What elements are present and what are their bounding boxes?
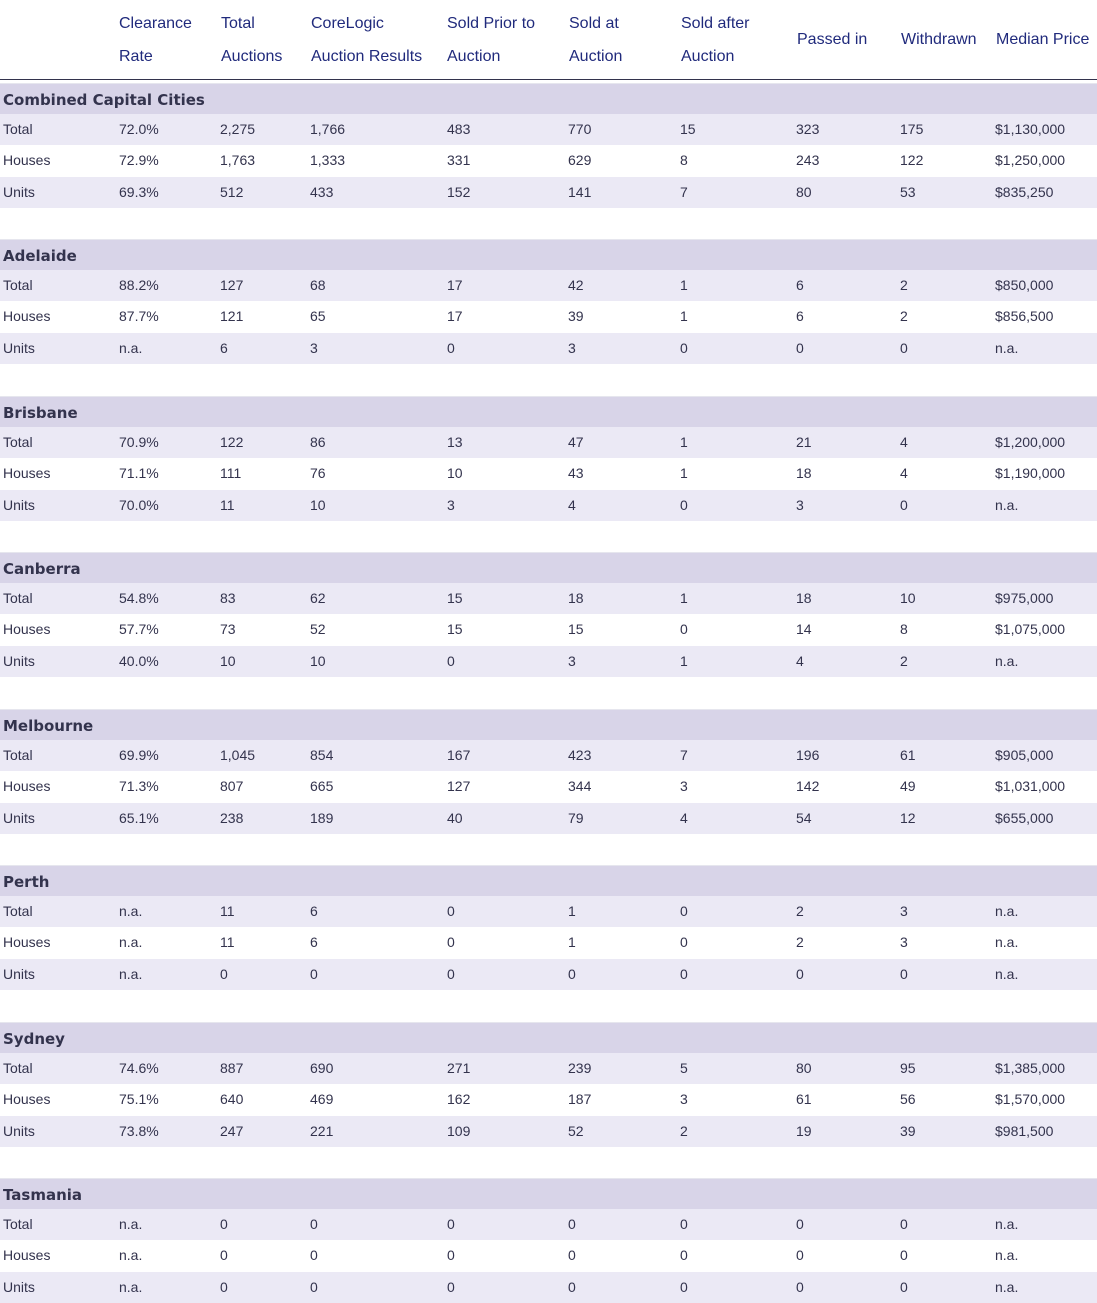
cell-passed-in: 0: [796, 339, 804, 356]
cell-sold-at: 1: [568, 903, 576, 919]
cell-sold-at: 239: [568, 1060, 592, 1076]
cell-total-auctions: 887: [220, 1060, 244, 1076]
table-row: [0, 333, 1097, 364]
cell-passed-in: 18: [796, 590, 812, 606]
cell-total-auctions: 111: [220, 465, 242, 482]
cell-passed-in: 6: [796, 277, 804, 293]
cell-sold-after: 0: [680, 1278, 688, 1295]
cell-total-auctions: 127: [220, 277, 244, 293]
cell-withdrawn: 39: [900, 1122, 916, 1139]
table-row: [0, 427, 1097, 458]
cell-sold-prior: 331: [447, 152, 471, 169]
cell-sold-prior: 271: [447, 1060, 471, 1076]
cell-median-price: $1,075,000: [995, 621, 1066, 638]
cell-withdrawn: 8: [900, 621, 908, 638]
cell-sold-prior: 40: [447, 809, 463, 826]
cell-sold-after: 0: [680, 1247, 688, 1264]
cell-sold-after: 0: [680, 496, 688, 513]
table-row: [0, 301, 1097, 332]
cell-row-label: Total: [3, 121, 33, 137]
cell-corelogic-results: 0: [310, 965, 318, 982]
cell-corelogic-results: 221: [310, 1122, 334, 1139]
cell-total-auctions: 0: [220, 1278, 228, 1295]
cell-clearance-rate: 74.6%: [119, 1060, 159, 1076]
cell-sold-at: 15: [568, 621, 584, 638]
header-median-price: Median Price: [996, 31, 1090, 48]
cell-sold-prior: 10: [447, 465, 463, 482]
cell-corelogic-results: 52: [310, 621, 326, 638]
cell-median-price: $1,130,000: [995, 121, 1066, 137]
cell-sold-at: 770: [568, 121, 592, 137]
cell-total-auctions: 11: [220, 934, 235, 951]
table-row: [0, 1084, 1097, 1115]
cell-corelogic-results: 189: [310, 809, 334, 826]
header-withdrawn: Withdrawn: [901, 31, 977, 48]
table-row: [0, 1240, 1097, 1271]
cell-total-auctions: 2,275: [220, 121, 256, 137]
cell-sold-at: 43: [568, 465, 584, 482]
cell-withdrawn: 175: [900, 121, 924, 137]
cell-withdrawn: 2: [900, 277, 908, 293]
cell-clearance-rate: 65.1%: [119, 809, 159, 826]
table-row: [0, 614, 1097, 645]
cell-withdrawn: 3: [900, 903, 908, 919]
table-row: [0, 771, 1097, 802]
table-row: [0, 1053, 1097, 1084]
table-row: [0, 490, 1097, 521]
cell-row-label: Units: [3, 496, 35, 513]
cell-median-price: $1,190,000: [995, 465, 1066, 482]
cell-total-auctions: 247: [220, 1122, 244, 1139]
cell-sold-after: 0: [680, 934, 688, 951]
cell-row-label: Houses: [3, 1091, 51, 1108]
cell-sold-at: 187: [568, 1091, 592, 1108]
cell-corelogic-results: 665: [310, 778, 334, 795]
group-name: Melbourne: [3, 717, 94, 735]
cell-clearance-rate: 71.3%: [119, 778, 159, 795]
cell-corelogic-results: 76: [310, 465, 326, 482]
table-row: [0, 803, 1097, 834]
cell-withdrawn: 2: [900, 308, 908, 325]
cell-passed-in: 0: [796, 1278, 804, 1295]
cell-total-auctions: 0: [220, 965, 228, 982]
cell-sold-after: 1: [680, 277, 688, 293]
cell-median-price: n.a.: [995, 1216, 1019, 1232]
header-clearance-rate: Clearance Rate: [119, 14, 192, 65]
cell-passed-in: 21: [796, 434, 812, 450]
cell-clearance-rate: 87.7%: [119, 308, 159, 325]
cell-corelogic-results: 0: [310, 1216, 318, 1232]
cell-median-price: $1,385,000: [995, 1060, 1066, 1076]
cell-sold-prior: 0: [447, 934, 455, 951]
group-name: Canberra: [3, 560, 81, 578]
cell-total-auctions: 83: [220, 590, 236, 606]
cell-corelogic-results: 6: [310, 934, 318, 951]
cell-median-price: n.a.: [995, 965, 1019, 982]
header-corelogic-auction-results: CoreLogic Auction Results: [311, 14, 423, 65]
cell-sold-prior: 167: [447, 747, 471, 763]
cell-clearance-rate: n.a.: [119, 903, 143, 919]
cell-passed-in: 243: [796, 152, 820, 169]
group-name: Sydney: [3, 1030, 65, 1048]
cell-passed-in: 61: [796, 1091, 812, 1108]
cell-corelogic-results: 469: [310, 1091, 334, 1108]
header-total-auctions: Total Auctions: [221, 14, 283, 65]
table-row: [0, 927, 1097, 958]
cell-corelogic-results: 3: [310, 339, 318, 356]
cell-withdrawn: 4: [900, 434, 908, 450]
cell-corelogic-results: 62: [310, 590, 326, 606]
cell-row-label: Houses: [3, 934, 51, 951]
cell-sold-prior: 0: [447, 1278, 455, 1295]
cell-total-auctions: 0: [220, 1216, 228, 1232]
table-row: [0, 1272, 1097, 1303]
cell-clearance-rate: 70.9%: [119, 434, 159, 450]
cell-sold-at: 4: [568, 496, 576, 513]
cell-clearance-rate: 70.0%: [119, 496, 159, 513]
cell-withdrawn: 56: [900, 1091, 916, 1108]
cell-total-auctions: 1,045: [220, 747, 256, 763]
cell-corelogic-results: 1,333: [310, 152, 346, 169]
cell-sold-prior: 152: [447, 183, 471, 200]
cell-clearance-rate: 88.2%: [119, 277, 159, 293]
cell-withdrawn: 10: [900, 590, 916, 606]
cell-row-label: Units: [3, 809, 35, 826]
cell-sold-prior: 13: [447, 434, 463, 450]
cell-clearance-rate: n.a.: [119, 1278, 143, 1295]
cell-row-label: Houses: [3, 308, 51, 325]
cell-sold-at: 52: [568, 1122, 584, 1139]
cell-corelogic-results: 10: [310, 496, 326, 513]
cell-total-auctions: 807: [220, 778, 244, 795]
cell-sold-after: 1: [680, 652, 688, 669]
group-header-row: [0, 865, 1097, 897]
cell-corelogic-results: 0: [310, 1278, 318, 1295]
table-row: [0, 270, 1097, 301]
cell-row-label: Houses: [3, 778, 51, 795]
cell-passed-in: 2: [796, 903, 804, 919]
cell-sold-at: 79: [568, 809, 584, 826]
cell-median-price: $1,250,000: [995, 152, 1066, 169]
group-name: Combined Capital Cities: [3, 91, 205, 109]
cell-clearance-rate: n.a.: [119, 339, 143, 356]
cell-row-label: Houses: [3, 465, 51, 482]
group-header-row: [0, 1022, 1097, 1054]
cell-median-price: $1,200,000: [995, 434, 1066, 450]
header-sold-at-auction: Sold at Auction: [569, 14, 623, 65]
cell-corelogic-results: 6: [310, 903, 318, 919]
cell-passed-in: 323: [796, 121, 820, 137]
group-header-row: [0, 239, 1097, 271]
cell-withdrawn: 0: [900, 965, 908, 982]
cell-sold-prior: 0: [447, 965, 455, 982]
cell-sold-at: 3: [568, 652, 576, 669]
cell-total-auctions: 238: [220, 809, 244, 826]
cell-sold-after: 5: [680, 1060, 688, 1076]
group-name: Adelaide: [3, 247, 77, 265]
cell-row-label: Total: [3, 903, 33, 919]
cell-row-label: Total: [3, 1216, 33, 1232]
cell-sold-prior: 162: [447, 1091, 471, 1108]
cell-row-label: Units: [3, 1278, 35, 1295]
table-row: [0, 145, 1097, 176]
header-sold-prior-to-auction: Sold Prior to Auction: [447, 14, 536, 65]
cell-withdrawn: 49: [900, 778, 916, 795]
cell-clearance-rate: 72.9%: [119, 152, 159, 169]
cell-passed-in: 80: [796, 183, 812, 200]
cell-sold-at: 39: [568, 308, 584, 325]
group-name: Brisbane: [3, 404, 78, 422]
cell-sold-prior: 127: [447, 778, 471, 795]
cell-passed-in: 6: [796, 308, 804, 325]
cell-clearance-rate: 69.9%: [119, 747, 159, 763]
cell-corelogic-results: 854: [310, 747, 334, 763]
group-header-row: [0, 1178, 1097, 1210]
cell-passed-in: 0: [796, 1216, 804, 1232]
cell-sold-prior: 15: [447, 590, 463, 606]
cell-total-auctions: 11: [220, 496, 235, 513]
cell-withdrawn: 2: [900, 652, 908, 669]
cell-clearance-rate: n.a.: [119, 1216, 143, 1232]
cell-corelogic-results: 10: [310, 652, 326, 669]
cell-clearance-rate: 69.3%: [119, 183, 159, 200]
cell-withdrawn: 3: [900, 934, 908, 951]
cell-withdrawn: 0: [900, 1216, 908, 1232]
cell-passed-in: 80: [796, 1060, 812, 1076]
cell-clearance-rate: n.a.: [119, 934, 143, 951]
table-row: [0, 177, 1097, 208]
cell-sold-prior: 17: [447, 308, 463, 325]
cell-sold-at: 344: [568, 778, 592, 795]
cell-withdrawn: 122: [900, 152, 924, 169]
cell-corelogic-results: 0: [310, 1247, 318, 1264]
group-name: Tasmania: [3, 1186, 83, 1204]
cell-withdrawn: 0: [900, 1278, 908, 1295]
cell-passed-in: 2: [796, 934, 804, 951]
table-row: [0, 1209, 1097, 1240]
cell-total-auctions: 640: [220, 1091, 244, 1108]
cell-passed-in: 0: [796, 1247, 804, 1264]
table-row: [0, 896, 1097, 927]
cell-median-price: $1,570,000: [995, 1091, 1066, 1108]
cell-corelogic-results: 65: [310, 308, 326, 325]
cell-passed-in: 14: [796, 621, 812, 638]
table-row: [0, 740, 1097, 771]
cell-median-price: n.a.: [995, 1247, 1019, 1264]
header-passed-in: Passed in: [797, 31, 868, 48]
cell-median-price: $981,500: [995, 1122, 1054, 1139]
cell-passed-in: 19: [796, 1122, 812, 1139]
cell-total-auctions: 10: [220, 652, 236, 669]
cell-row-label: Total: [3, 747, 33, 763]
cell-corelogic-results: 433: [310, 183, 334, 200]
cell-sold-prior: 15: [447, 621, 463, 638]
group-header-row: [0, 709, 1097, 741]
cell-sold-at: 0: [568, 1278, 576, 1295]
table-row: [0, 583, 1097, 614]
cell-sold-at: 42: [568, 277, 584, 293]
cell-median-price: n.a.: [995, 1278, 1019, 1295]
cell-median-price: $975,000: [995, 590, 1054, 606]
cell-median-price: n.a.: [995, 339, 1019, 356]
cell-withdrawn: 0: [900, 496, 908, 513]
cell-sold-after: 15: [680, 121, 696, 137]
cell-sold-prior: 17: [447, 277, 463, 293]
cell-passed-in: 4: [796, 652, 804, 669]
cell-median-price: $835,250: [995, 183, 1054, 200]
cell-sold-at: 47: [568, 434, 584, 450]
group-name: Perth: [3, 873, 50, 891]
cell-total-auctions: 1,763: [220, 152, 256, 169]
cell-withdrawn: 0: [900, 339, 908, 356]
cell-row-label: Units: [3, 652, 35, 669]
cell-sold-after: 1: [680, 434, 688, 450]
cell-total-auctions: 121: [220, 308, 244, 325]
cell-row-label: Houses: [3, 1247, 51, 1264]
cell-sold-after: 7: [680, 183, 688, 200]
cell-sold-after: 8: [680, 152, 688, 169]
cell-median-price: $905,000: [995, 747, 1054, 763]
group-header-row: [0, 83, 1097, 115]
cell-withdrawn: 0: [900, 1247, 908, 1264]
cell-clearance-rate: 54.8%: [119, 590, 159, 606]
cell-sold-after: 1: [680, 465, 688, 482]
cell-sold-at: 629: [568, 152, 592, 169]
cell-sold-at: 1: [568, 934, 576, 951]
cell-corelogic-results: 690: [310, 1060, 334, 1076]
cell-sold-at: 141: [568, 183, 592, 200]
cell-row-label: Total: [3, 1060, 33, 1076]
cell-median-price: n.a.: [995, 903, 1019, 919]
cell-median-price: n.a.: [995, 934, 1019, 951]
cell-withdrawn: 95: [900, 1060, 916, 1076]
group-header-row: [0, 396, 1097, 428]
cell-total-auctions: 122: [220, 434, 244, 450]
cell-sold-at: 0: [568, 1216, 576, 1232]
table-row: [0, 458, 1097, 489]
cell-passed-in: 0: [796, 965, 804, 982]
cell-sold-prior: 0: [447, 1247, 455, 1264]
cell-sold-prior: 0: [447, 903, 455, 919]
table-row: [0, 646, 1097, 677]
cell-withdrawn: 53: [900, 183, 916, 200]
cell-sold-after: 7: [680, 747, 688, 763]
cell-row-label: Total: [3, 277, 33, 293]
cell-sold-after: 2: [680, 1122, 688, 1139]
cell-clearance-rate: n.a.: [119, 965, 143, 982]
cell-row-label: Units: [3, 339, 35, 356]
cell-sold-at: 0: [568, 1247, 576, 1264]
table-row: [0, 1116, 1097, 1147]
cell-corelogic-results: 68: [310, 277, 326, 293]
cell-total-auctions: 512: [220, 183, 244, 200]
cell-corelogic-results: 86: [310, 434, 326, 450]
cell-row-label: Units: [3, 965, 35, 982]
cell-withdrawn: 61: [900, 747, 916, 763]
cell-row-label: Units: [3, 1122, 35, 1139]
table-header: [0, 0, 1097, 80]
cell-clearance-rate: 72.0%: [119, 121, 159, 137]
cell-clearance-rate: 71.1%: [119, 465, 159, 482]
header-sold-after-auction: Sold after Auction: [681, 14, 750, 65]
cell-median-price: $655,000: [995, 809, 1054, 826]
group-header-row: [0, 552, 1097, 584]
cell-passed-in: 196: [796, 747, 820, 763]
cell-median-price: $850,000: [995, 277, 1054, 293]
cell-sold-prior: 0: [447, 652, 455, 669]
cell-sold-at: 3: [568, 339, 576, 356]
cell-total-auctions: 6: [220, 339, 228, 356]
cell-median-price: n.a.: [995, 652, 1019, 669]
cell-row-label: Total: [3, 590, 33, 606]
cell-sold-after: 3: [680, 1091, 688, 1108]
cell-withdrawn: 4: [900, 465, 908, 482]
cell-sold-prior: 0: [447, 339, 455, 356]
cell-sold-prior: 0: [447, 1216, 455, 1232]
cell-passed-in: 54: [796, 809, 812, 826]
cell-sold-prior: 483: [447, 121, 471, 137]
cell-row-label: Houses: [3, 152, 51, 169]
cell-corelogic-results: 1,766: [310, 121, 346, 137]
cell-median-price: $856,500: [995, 308, 1054, 325]
cell-row-label: Units: [3, 183, 35, 200]
cell-sold-after: 0: [680, 1216, 688, 1232]
table-row: [0, 114, 1097, 145]
cell-sold-after: 3: [680, 778, 688, 795]
cell-clearance-rate: 75.1%: [119, 1091, 159, 1108]
cell-sold-after: 1: [680, 308, 688, 325]
cell-sold-at: 18: [568, 590, 584, 606]
cell-withdrawn: 12: [900, 809, 916, 826]
cell-sold-prior: 109: [447, 1122, 471, 1139]
cell-sold-after: 0: [680, 339, 688, 356]
cell-clearance-rate: 57.7%: [119, 621, 159, 638]
cell-total-auctions: 0: [220, 1247, 228, 1264]
cell-sold-after: 0: [680, 621, 688, 638]
cell-sold-after: 1: [680, 590, 688, 606]
cell-passed-in: 3: [796, 496, 804, 513]
cell-median-price: n.a.: [995, 496, 1019, 513]
cell-clearance-rate: 73.8%: [119, 1122, 159, 1139]
cell-passed-in: 18: [796, 465, 812, 482]
cell-row-label: Houses: [3, 621, 51, 638]
cell-row-label: Total: [3, 434, 33, 450]
cell-total-auctions: 73: [220, 621, 236, 638]
cell-total-auctions: 11: [220, 903, 235, 919]
cell-passed-in: 142: [796, 778, 820, 795]
cell-clearance-rate: n.a.: [119, 1247, 143, 1264]
cell-sold-after: 0: [680, 965, 688, 982]
cell-clearance-rate: 40.0%: [119, 652, 159, 669]
cell-sold-after: 4: [680, 809, 688, 826]
cell-sold-prior: 3: [447, 496, 455, 513]
cell-median-price: $1,031,000: [995, 778, 1066, 795]
cell-sold-at: 423: [568, 747, 592, 763]
cell-sold-after: 0: [680, 903, 688, 919]
cell-sold-at: 0: [568, 965, 576, 982]
table-row: [0, 959, 1097, 990]
